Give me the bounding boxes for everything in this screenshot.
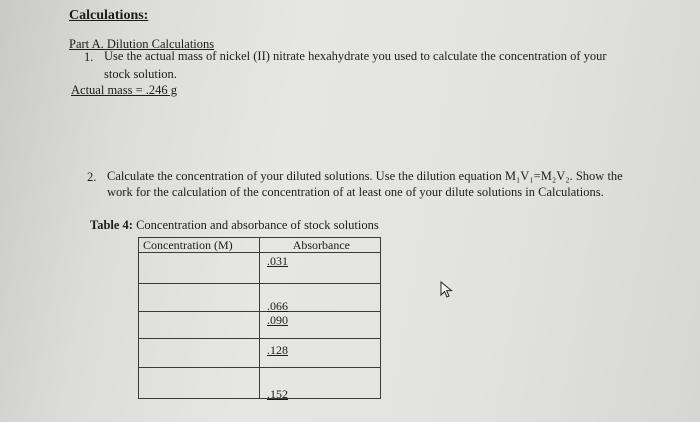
question-2-text: Calculate the concentration of your diluted solutions. Use the dilution equation M₁V₁=M₂V₂. Show the (107, 169, 623, 183)
header-concentration: Concentration (M) (139, 238, 260, 253)
arrow-cursor-icon (440, 281, 454, 299)
concentration-absorbance-table (138, 237, 381, 399)
absorbance-value: .031 (267, 254, 288, 268)
absorbance-value: .128 (267, 343, 288, 357)
header-absorbance: Absorbance (260, 238, 381, 253)
table-row (139, 253, 381, 284)
question-2-text-continued: work for the calculation of the concentration of at least one of your dilute solutions in Calculations. (107, 185, 604, 199)
table-row (139, 368, 381, 399)
concentration-cell[interactable] (139, 284, 260, 312)
table-caption (90, 218, 379, 233)
page-heading: Calculations: (69, 8, 149, 23)
table-row (139, 312, 381, 339)
question-1-text-continued: stock solution. (104, 67, 177, 81)
absorbance-value: .090 (267, 313, 288, 327)
table-row (139, 339, 381, 368)
table-row (139, 284, 381, 312)
concentration-cell[interactable] (139, 253, 260, 284)
question-1-text: Use the actual mass of nickel (II) nitrate hexahydrate you used to calculate the concentration of your (104, 49, 607, 63)
concentration-cell[interactable] (139, 368, 260, 399)
concentration-cell[interactable] (139, 312, 260, 339)
actual-mass-answer: Actual mass = .246 g (71, 83, 177, 97)
absorbance-value: .066 (267, 299, 288, 313)
table-caption-label: Table 4: (90, 218, 133, 232)
table-caption-text: Concentration and absorbance of stock solutions (132, 218, 379, 232)
concentration-cell[interactable] (139, 339, 260, 368)
question-1-number: 1. (84, 50, 94, 64)
table-header-row (139, 238, 381, 253)
absorbance-value: .152 (267, 387, 288, 401)
part-a-title: Part A. Dilution Calculations (69, 37, 215, 51)
question-2-number: 2. (87, 170, 97, 184)
